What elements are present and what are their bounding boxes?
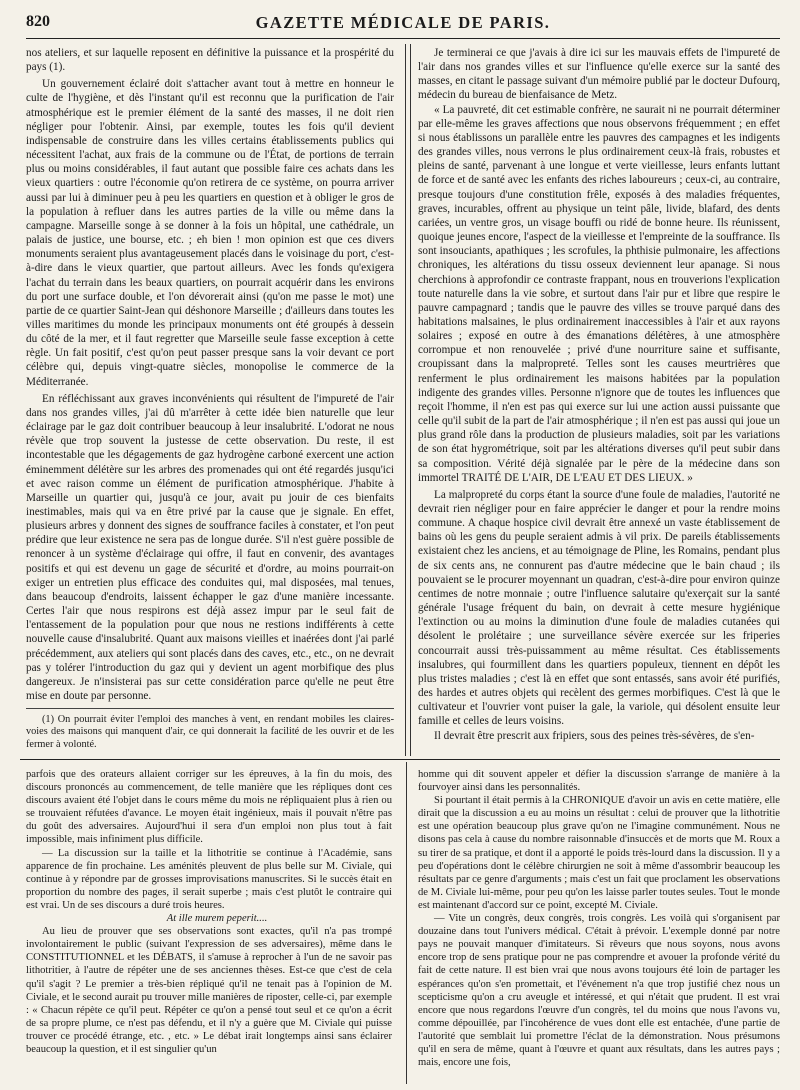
paragraph: La malpropreté du corps étant la source d'une foule de maladies, l'autorité ne devrait rien négliger pour en faire apprécier le danger et pour la rendre moins commune. A chaque hospice civil devrait être annexé un vaste établissement de bains où les gens du peuple seraient admis à vil prix. De pareils établissements existaient chez les anciens, et au témoignage de Pline, les Romains, pendant plus de six cents ans, ne connurent pas d'autre médecine que le bain chaud ; ils pouvaient se le procurer moyennant un quadran, c'est-à-dire pour environ quinze centimes de notre monnaie ; outre l'influence salutaire qu'exerçait sur la santé générale l'usage fréquent du bain, on devrait à cette mesure hygiénique l'extinction ou au moins la diminution d'une foule de maladies cutanées qui désolent le prolétaire ; une surveillance sévère exercée sur les friperies concourrait aussi très-puissamment au même résultat. Ces établissements insalubres, qui fourmillent dans les quartiers populeux, tiennent en dépôt les plus tristes maladies ; c'est là en effet que sont entassés, sans avoir été purifiés, des hardes et autres objets qui recèlent des germes morbifiques. C'est là que le cultivateur et l'ouvrier vont puiser la gale, la variole, qui désolent ensuite leur famille et celles de leurs voisins.	[418, 488, 780, 728]
paragraph: Il devrait être prescrit aux fripiers, sous des peines très-sévères, de s'en-	[434, 729, 755, 742]
header-rule	[26, 38, 780, 39]
footnote-text: (1) On pourrait éviter l'emploi des manches à vent, en rendant mobiles les claires-voies des maisons qui manquent d'air, ce qui donnerait la facilité de les ouvrir et de les fermer à volonté.	[26, 714, 394, 750]
paragraph: Un gouvernement éclairé doit s'attacher avant tout à mettre en honneur le culte de l'hygiène, et dès l'instant qu'il est reconnu que la purification de l'air atmosphérique est le premier élément de la santé des masses, il ne doit rien négliger pour l'obtenir. Ainsi, par exemple, toutes les fois qu'il devient indispensable de construire dans les villes certains établissements publics qui nécessitent l'achat, aux frais de la commune ou de l'État, de portions de terrain plus ou moins considérables, il faut autant que possible faire ces achats dans les vieux quartiers : outre l'économie qu'on retirera de ce système, on pourra arriver aussi par lui à diminuer peu à peu les quartiers en question et à obliger le gros de la population à refluer dans les autres parties de la ville ou même dans la campagne. Marseille songe à se donner à la fois un hôpital, une cathédrale, un palais de justice, une bourse, etc. ; eh bien ! mon opinion est que ces divers monuments seraient plus avantageusement placés dans le voisinage du port, c'est-à-dire dans le vieux quartier, que partout ailleurs. Avec les fonds qu'exigera l'achat du terrain dans les beaux quartiers, on pourrait acquérir dans les environs du port une surface double, et l'on dévorerait ainsi (qu'on me passe le mot) une partie de ce quartier Saint-Jean qui déshonore Marseille ; d'ailleurs dans toutes les villes maritimes du monde les principaux monuments ont été groupés à dessein du côté de la mer, et il faut regretter que Marseille seule fasse exception à cette règle. Un fait positif, c'est qu'on peut passer presque sans la voir devant ce port célèbre qui, depuis vingt-quatre siècles, monopolise le commerce de la Méditerranée.	[26, 78, 394, 388]
paragraph: — Vite un congrès, deux congrès, trois congrès. Les voilà qui s'organisent par douzaine dans tout l'univers médical. C'était à prévoir. L'exemple donné par notre pays ne pouvait manquer d'imitateurs. Si rêveurs que nous soyons, nous avons encore trop de sens pratique pour ne pas comprendre et avouer la profonde vérité du fait de cette nature. Il est bien vrai que nous avons toujours été loin de partager les espérances qu'on s'en promettait, et l'événement n'a que trop justifié chez nous un scepticisme qu'on a cru aveugle et intéressé, et qui n'était que prudent. Il est vrai encore que nous regardons l'œuvre d'un congrès, tel du moins que nous l'avons vu, comme dépouillée, par l'incohérence de vues dont elle est entachée, d'une partie de l'autorité que semblait lui promettre l'éclat de la démonstration. Nous présumons qu'il en sera de même, quant à l'œuvre et quant aux résultats, dans les autres pays ; mais, encore une fois,	[418, 913, 780, 1069]
footnote	[26, 714, 394, 754]
paragraph: homme qui dit souvent appeler et défier la discussion s'arrange de manière à la fourvoyer ainsi dans les personnalités.	[418, 769, 780, 794]
latin-quote: At ille murem peperit....	[166, 913, 268, 925]
page-number: 820	[26, 13, 50, 30]
footnote-rule	[26, 708, 394, 709]
right-column	[418, 46, 780, 751]
left-column	[26, 46, 394, 704]
quote-paragraph: « La pauvreté, dit cet estimable confrère, ne saurait ni ne pourrait déterminer par elle-même les graves affections que nous observons fréquemment ; en effet si nous établissons un parallèle entre les pauvres des campagnes et les indigents des grandes villes, nous verrons le plus ordinairement ceux-là frais, robustes et pleins de santé, parvenant à une longue et verte vieillesse, leurs enfants luttant de force et de santé avec les enfants des riches laboureurs ; ceux-ci, au contraire, presque toujours d'une constitution frêle, exposés à des maladies fréquentes, graves, incurables, offrent au physique un teint pâle, livide, blafard, des dents cariées, un ventre gros, un visage bouffi ou ridé de bonne heure. Ils réunissent, quoique jeunes encore, l'aspect de la vieillesse et l'empreinte de la souffrance. Ils sont insouciants, apathiques ; les scrofules, la phthisie pulmonaire, les affections chroniques, les altérations du tissu osseux deviennent leur apanage. Si nous cherchions à approfondir ce contraste frappant, nous en trouverions l'explication toute naturelle dans la vie sobre, et surtout dans l'air pur et libre que respire le pauvre campagnard ; tandis que le pauvre des villes se trouve parqué dans des habitations malsaines, le plus ordinairement inaccessibles à l'air et aux rayons solaires ; exposé en outre à des émanations délétères, à une atmosphère corrompue et non renouvelée ; privé d'une nourriture saine et suffisante, croupissant dans la malpropreté. Telles sont les causes meurtrières que renferment le plus ordinairement les maisons habitées par la population indigente des grandes villes. Personne n'ignore que de toutes les influences que reçoit l'homme, il n'en est pas qui exerce sur lui une action aussi puissante que celle qu'il subit de la part de l'air atmosphérique ; il n'en est pas aussi qui joue un plus grand rôle dans la production de plusieurs maladies, soit par les variations de son état hygrométrique, soit par les altérations diverses qu'il peut subir dans sa composition. Vérité déjà signalée par le père de la médecine dans son immortel TRAITÉ DE L'AIR, DE L'EAU ET DES LIEUX. »	[418, 103, 780, 484]
section-rule	[20, 759, 780, 760]
paragraph: — La discussion sur la taille et la lithotritie se continue à l'Académie, sans apparence de fin prochaine. Les aménités pleuvent de plus belle sur M. Civiale, qui continue à y répondre par de grosses improvisations manuscrites. Si le succès était en proportion du nombre des pages, il serait superbe ; mais c'est plutôt le contraire qui est vrai. Un de ses discours a duré trois heures.	[26, 847, 392, 911]
paragraph: En réfléchissant aux graves inconvénients qui résultent de l'impureté de l'air dans nos grandes villes, j'ai dû m'arrêter à cette idée bien naturelle que leur éclairage par le gaz doit contribuer beaucoup à leur insalubrité. L'odorat ne nous révèle que trop souvent la justesse de cette observation. Du reste, il est incontestable que les dégagements de gaz hydrogène carboné exercent une action éminemment délétère sur les arbres des promenades qui ont été regardés jusqu'ici et avec raison comme un élément de purification atmosphérique. J'habite à Marseille un quartier qui, jusqu'à ce jour, avait pu jouir de ces bienfaits inestimables, mais qui va en être privé par la cause que je signale. En effet, plusieurs arbres y donnent des signes de souffrance faciles à constater, et l'on peut prédire que leur existence ne sera pas de longue durée. S'il n'est guère possible de renoncer à un système d'éclairage qui offre, il faut en convenir, des avantages positifs et qui est devenu un gage de sécurité et d'ordre, au moins pourrait-on exiger un entretien plus efficace des conduites qui, mal disposées, mal tenues, dans beaucoup d'endroits, laissent échapper le gaz d'une manière incessante. Certes l'air que nous respirons est déjà assez impur par le seul fait de l'entassement de la population pour que nous ne restions indifférents à cette nouvelle cause d'insalubrité. Quant aux maisons vieilles et inaérées dont j'ai parlé précédemment, aux ateliers qui sont placés dans des caves, etc., etc., on ne devrait pas y tolérer l'introduction du gaz qui y devient un agent morbifique des plus dangereux. Je n'insisterai pas sur cette considération parce qu'elle ne peut être mise en doute par personne.	[26, 392, 394, 703]
column-divider	[406, 762, 407, 1084]
chronicle-left-column	[26, 768, 392, 1086]
paragraph: parfois que des orateurs allaient corriger sur les épreuves, à la fin du mois, des discours prononcés au commencement, de telle manière que les répliques dont ces discours avaient été l'objet dans le cours même du mois ne répliquaient plus à rien ou se trouvaient réfutées d'avance. Le moyen était ingénieux, mais il pouvait n'être pas du goût des adversaires. Aujourd'hui il sera d'un emploi non plus tout à fait impossible, mais infiniment plus difficile.	[26, 769, 392, 846]
paragraph: Si pourtant il était permis à la CHRONIQUE d'avoir un avis en cette matière, elle dirait que la discussion a eu au moins un résultat : celui de prouver que la lithotritie est une opération beaucoup plus grave qu'on ne l'imagine communément. Nous ne disons pas cela à cause du nombre raisonnable d'insuccès et de morts que M. Roux a su tirer de sa pratique, et dont il a apporté le poids très-lourd dans la discussion. Il y a peu d'opérations dont le célèbre chirurgien ne soit à même d'assombrir beaucoup les résultats par ce genre d'arguments ; mais c'est un fait que proclament les observations de M. Civiale lui-même, pour peu qu'on les laisse parler toutes seules. Tout le monde est maintenant d'accord sur ce point, excepté M. Civiale.	[418, 795, 780, 911]
paragraph: nos ateliers, et sur laquelle reposent en définitive la puissance et la prospérité du pays (1).	[26, 47, 394, 74]
chronicle-right-column	[418, 768, 780, 1086]
column-divider	[405, 44, 411, 756]
paragraph: Je terminerai ce que j'avais à dire ici sur les mauvais effets de l'impureté de l'air dans nos grandes villes et sur l'influence qu'elle exerce sur la santé des masses, en citant le passage suivant d'un mémoire publié par le docteur Dufourq, médecin du bureau de bienfaisance de Metz.	[418, 47, 780, 102]
journal-title: GAZETTE MÉDICALE DE PARIS.	[255, 13, 551, 32]
page-header	[26, 10, 780, 36]
paragraph: Au lieu de prouver que ses observations sont exactes, qu'il n'a pas trompé involontairement le public (suivant l'expression de ses adversaires), même dans le CONSTITUTIONNEL et les DÉBATS, il s'amuse à reprocher à l'un de ne savoir pas lithotritier, à l'autre de répéter une de ses anciennes thèses. Est-ce que c'est de cela qu'il s'agit ? Le premier a très-bien répliqué qu'il ne tenait pas à l'opinion de M. Civiale, et le second aurait pu trouver mille manières de riposter, celle-ci, par exemple : « Chacun répète ce qu'il peut. Répéter ce qu'on a pensé tout seul et ce qu'on a écrit de sa propre plume, ce n'est pas défendu, et il n'y a guère que M. Civiale qui puisse trouver ce procédé étrange, etc. , etc. » Le débat irait longtemps ainsi sans éclairer beaucoup la question, et il est singulier qu'un	[26, 926, 392, 1055]
